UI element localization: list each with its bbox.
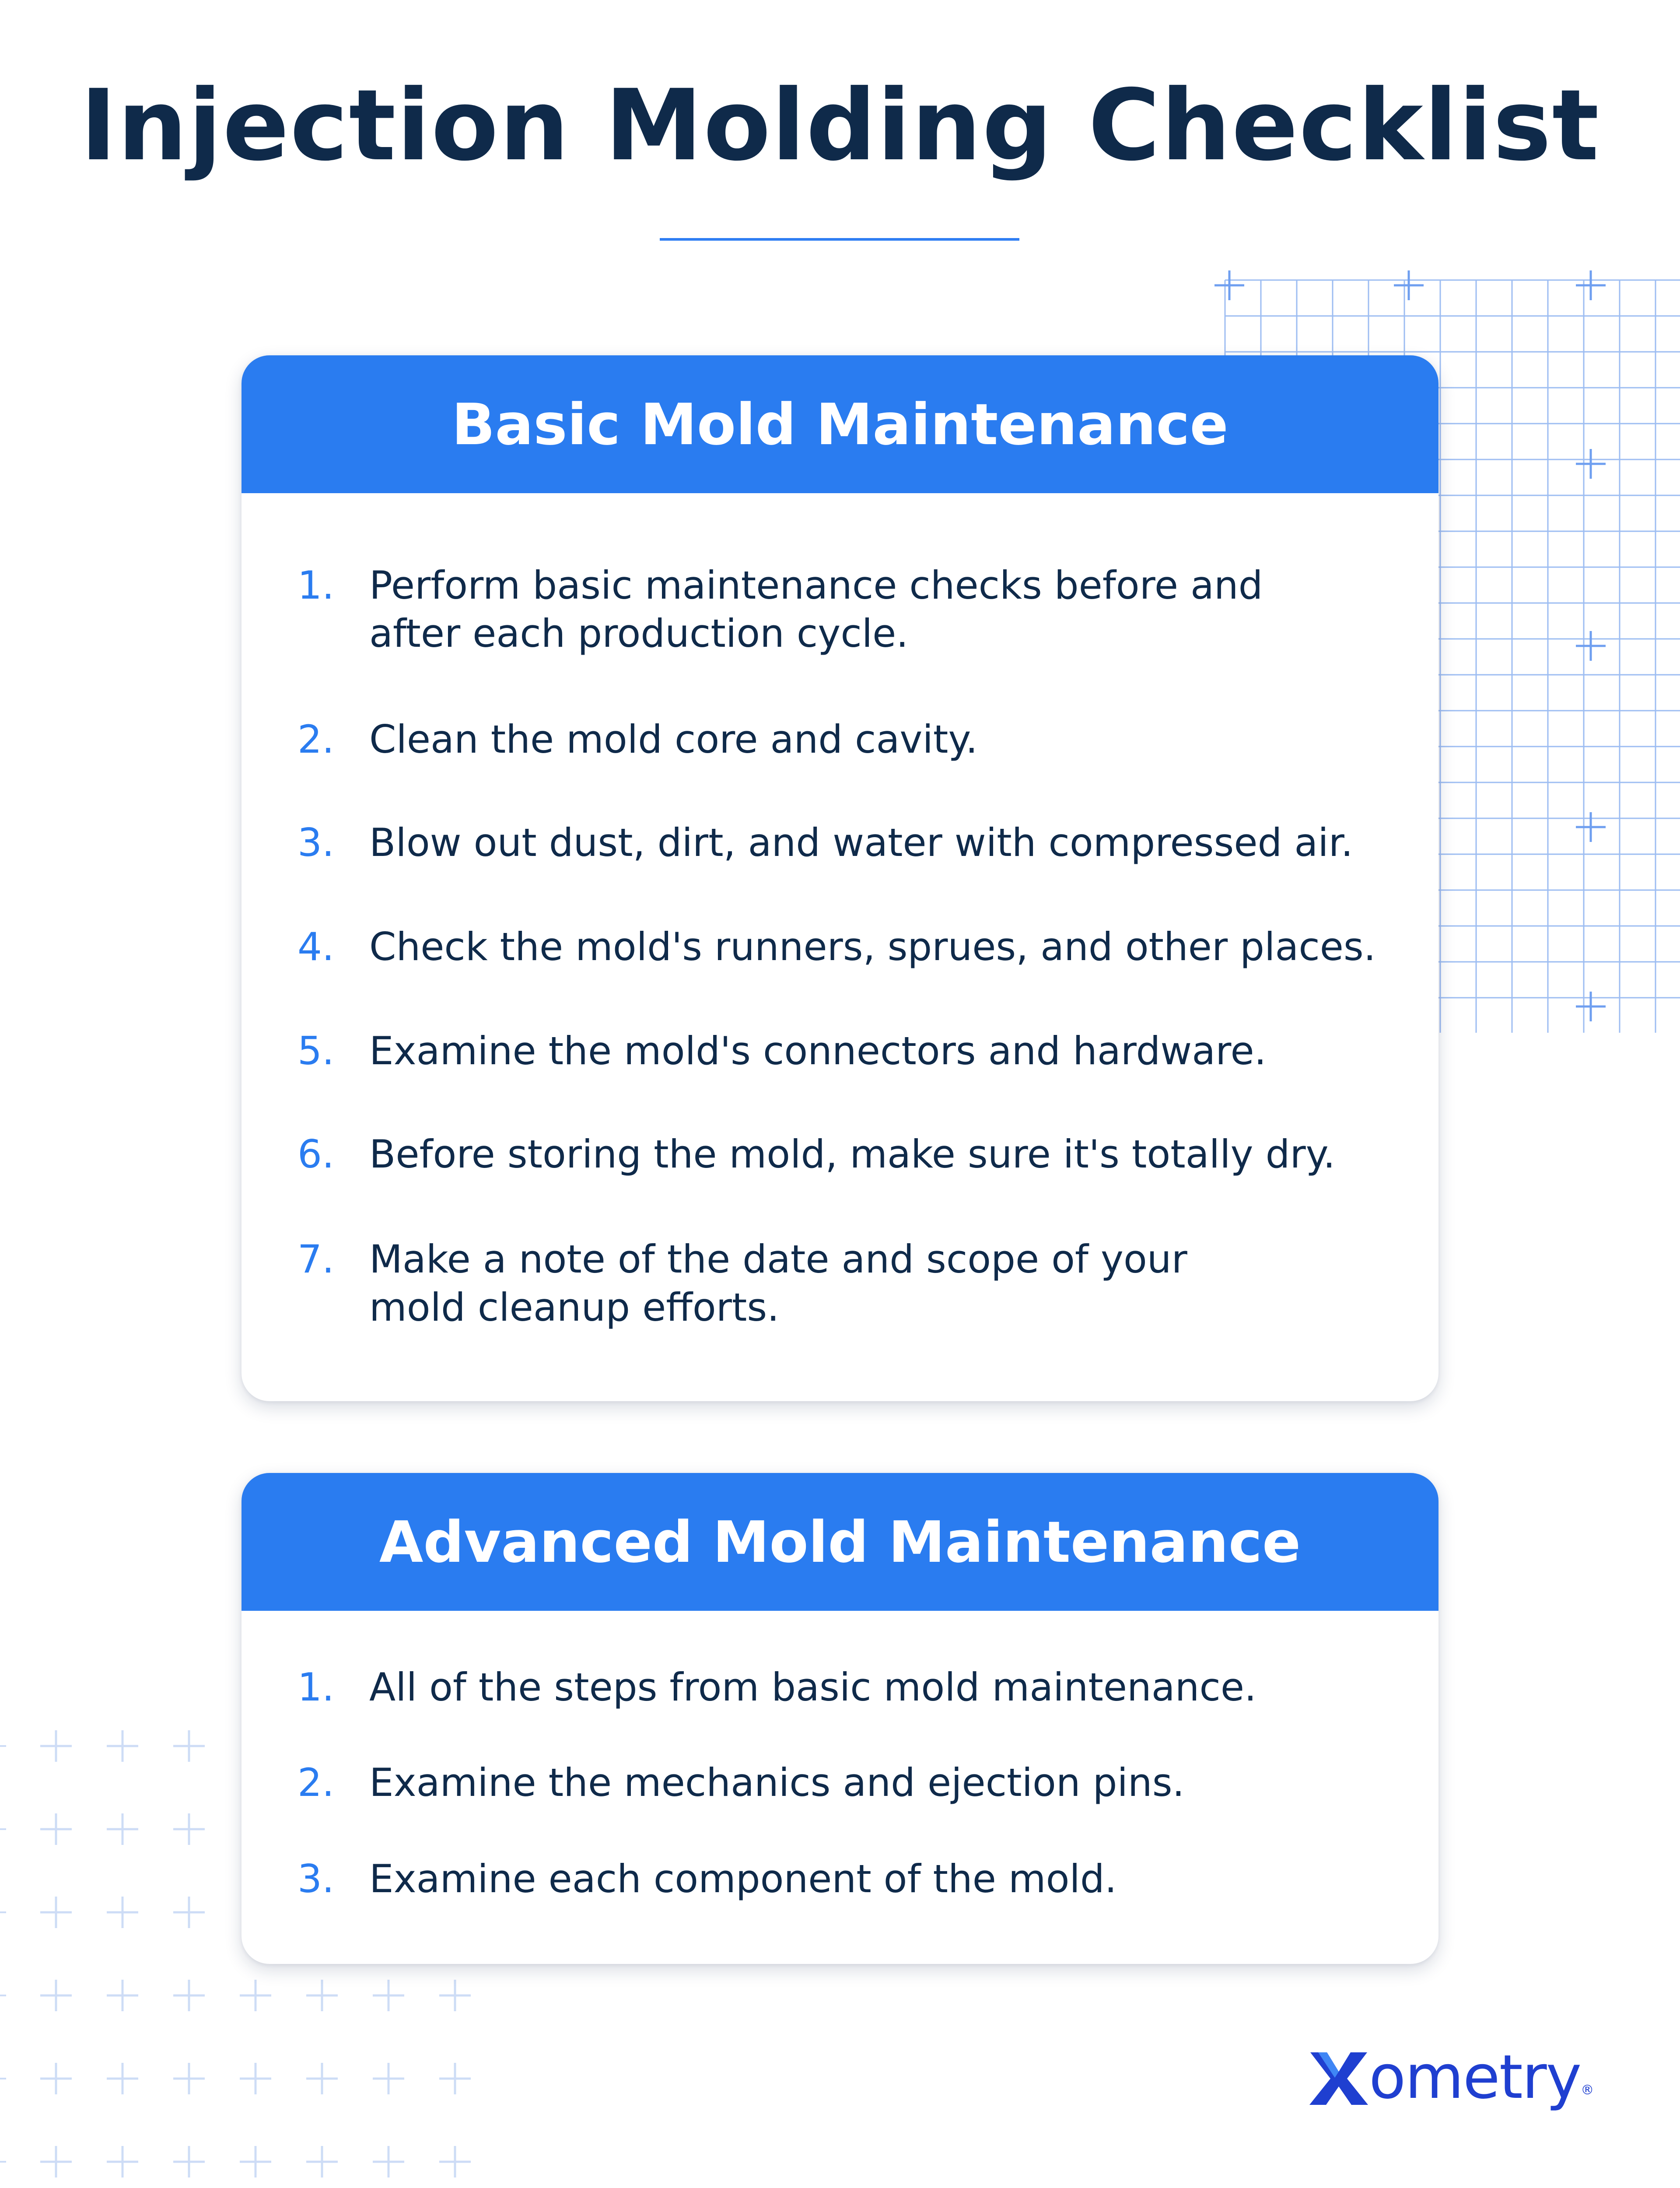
item-number: 2. — [298, 717, 334, 762]
basic-maintenance-heading: Basic Mold Maintenance — [242, 355, 1438, 493]
logo-wordmark: ometry — [1369, 2042, 1581, 2112]
basic-maintenance-card — [242, 355, 1438, 1401]
item-number: 1. — [298, 1665, 334, 1710]
item-text: Check the mold's runners, sprues, and other places. — [369, 924, 1376, 969]
item-text: after each production cycle. — [369, 611, 909, 656]
item-number: 6. — [298, 1132, 334, 1177]
item-text: Before storing the mold, make sure it's totally dry. — [369, 1132, 1336, 1177]
xometry-x-logo-icon — [1306, 2044, 1372, 2110]
item-number: 3. — [298, 1856, 334, 1901]
item-number: 1. — [298, 563, 334, 608]
item-text: Examine the mold's connectors and hardware. — [369, 1028, 1267, 1073]
page-title: Injection Molding Checklist — [80, 68, 1600, 182]
title-divider — [660, 238, 1019, 241]
item-text: Blow out dust, dirt, and water with compressed air. — [369, 820, 1353, 865]
item-text: mold cleanup efforts. — [369, 1285, 780, 1330]
item-text: Examine each component of the mold. — [369, 1856, 1117, 1901]
xometry-logo — [1306, 2044, 1612, 2110]
item-text: All of the steps from basic mold maintenance. — [369, 1665, 1256, 1710]
item-number: 7. — [298, 1237, 334, 1282]
item-text: Clean the mold core and cavity. — [369, 717, 978, 762]
item-number: 4. — [298, 924, 334, 969]
registered-mark: ® — [1581, 2083, 1594, 2098]
item-text: Make a note of the date and scope of your — [369, 1237, 1187, 1282]
item-number: 2. — [298, 1760, 334, 1805]
item-text: Perform basic maintenance checks before and — [369, 563, 1263, 608]
item-number: 3. — [298, 820, 334, 865]
item-text: Examine the mechanics and ejection pins. — [369, 1760, 1185, 1805]
advanced-maintenance-card — [242, 1473, 1438, 1964]
advanced-maintenance-heading: Advanced Mold Maintenance — [242, 1473, 1438, 1611]
item-number: 5. — [298, 1028, 334, 1073]
